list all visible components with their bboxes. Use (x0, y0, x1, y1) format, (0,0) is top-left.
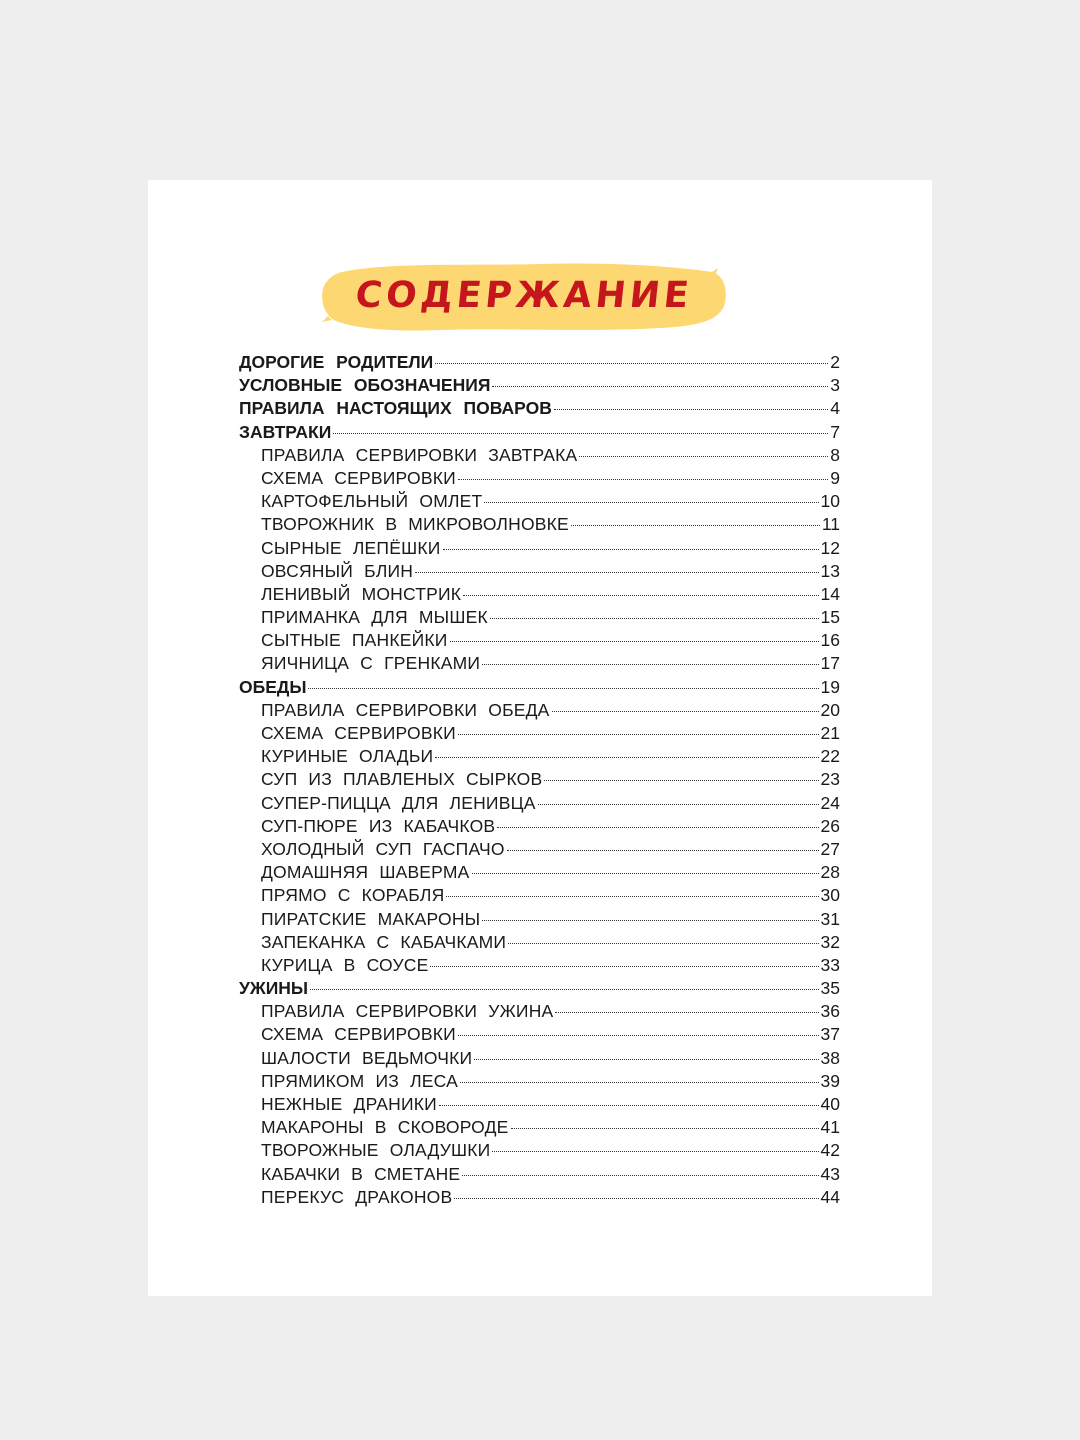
toc-entry-row (239, 584, 840, 607)
toc-page-number: 23 (820, 769, 840, 790)
title-banner (320, 258, 728, 334)
toc-page-number: 10 (820, 491, 840, 512)
toc-entry-label: СУП-ПЮРЕ ИЗ КАБАЧКОВ (261, 815, 496, 836)
toc-page-number: 27 (820, 838, 840, 859)
toc-entry-row (239, 793, 840, 816)
toc-entry-label: СУПЕР-ПИЦЦА ДЛЯ ЛЕНИВЦА (261, 792, 536, 813)
toc-page-number: 37 (820, 1024, 840, 1045)
toc-entry-label: ХОЛОДНЫЙ СУП ГАСПАЧО (261, 838, 505, 859)
toc-entry-label: ЛЕНИВЫЙ МОНСТРИК (261, 583, 462, 604)
toc-section-row (239, 422, 840, 445)
toc-page-number: 13 (820, 560, 840, 581)
toc-page-number: 26 (820, 815, 840, 836)
toc-page-number: 9 (830, 467, 840, 488)
toc-entry-label: СЫТНЫЕ ПАНКЕЙКИ (261, 630, 448, 651)
toc-entry-label: ПРЯМО С КОРАБЛЯ (261, 885, 445, 906)
toc-entry-row (239, 839, 840, 862)
dot-leader (435, 757, 818, 758)
toc-entry-row (239, 561, 840, 584)
toc-entry-row (239, 1117, 840, 1140)
toc-entry-label: ДОРОГИЕ РОДИТЕЛИ (239, 352, 434, 372)
toc-page-number: 3 (830, 375, 840, 396)
dot-leader (333, 433, 828, 434)
toc-entry-row (239, 468, 840, 491)
toc-section-row (239, 375, 840, 398)
toc-entry-row (239, 1164, 840, 1187)
toc-page-number: 11 (821, 514, 840, 535)
dot-leader (454, 1198, 818, 1199)
toc-page-number: 44 (820, 1186, 840, 1207)
dot-leader (443, 549, 819, 550)
dot-leader (458, 479, 828, 480)
toc-page-number: 15 (820, 607, 840, 628)
toc-entry-label: ДОМАШНЯЯ ШАВЕРМА (261, 862, 470, 883)
toc-entry-row (239, 1048, 840, 1071)
dot-leader (446, 896, 818, 897)
toc-page-number: 41 (820, 1117, 840, 1138)
dot-leader (463, 595, 818, 596)
book-page (148, 180, 932, 1296)
toc-entry-row (239, 653, 840, 676)
toc-entry-label: КАБАЧКИ В СМЕТАНЕ (261, 1163, 461, 1184)
toc-entry-label: СХЕМА СЕРВИРОВКИ (261, 467, 456, 488)
toc-entry-label: ПРЯМИКОМ ИЗ ЛЕСА (261, 1070, 459, 1091)
toc-page-number: 43 (820, 1163, 840, 1184)
toc-entry-row (239, 769, 840, 792)
toc-entry-label: КУРИНЫЕ ОЛАДЬИ (261, 746, 434, 767)
dot-leader (490, 618, 819, 619)
dot-leader (492, 1151, 818, 1152)
toc-entry-label: УСЛОВНЫЕ ОБОЗНАЧЕНИЯ (239, 375, 491, 396)
toc-entry-row (239, 607, 840, 630)
dot-leader (415, 572, 818, 573)
dot-leader (571, 525, 820, 526)
toc-entry-label: ПРИМАНКА ДЛЯ МЫШЕК (261, 607, 488, 628)
toc-page-number: 33 (820, 954, 840, 975)
toc-page-number: 31 (820, 908, 840, 929)
toc-page-number: 30 (820, 885, 840, 906)
toc-page-number: 14 (820, 583, 840, 604)
toc-page-number: 32 (820, 931, 840, 952)
toc-page-number: 4 (830, 398, 840, 419)
table-of-contents (239, 352, 840, 1210)
toc-page-number: 24 (820, 792, 840, 813)
dot-leader (458, 734, 819, 735)
toc-entry-row (239, 723, 840, 746)
toc-entry-row (239, 1094, 840, 1117)
toc-page-number: 19 (820, 676, 840, 697)
toc-page-number: 17 (820, 653, 840, 674)
dot-leader (508, 943, 818, 944)
toc-entry-row (239, 538, 840, 561)
dot-leader (497, 827, 818, 828)
dot-leader (482, 920, 818, 921)
toc-page-number: 36 (820, 1001, 840, 1022)
toc-entry-row (239, 1024, 840, 1047)
toc-page-number: 16 (820, 630, 840, 651)
toc-entry-label: ТВОРОЖНИК В МИКРОВОЛНОВКЕ (261, 514, 569, 535)
toc-entry-row (239, 1140, 840, 1163)
toc-section-row (239, 352, 840, 375)
toc-entry-row (239, 1071, 840, 1094)
dot-leader (552, 711, 819, 712)
toc-entry-row (239, 955, 840, 978)
toc-entry-label: КАРТОФЕЛЬНЫЙ ОМЛЕТ (261, 491, 483, 512)
toc-page-number: 22 (820, 746, 840, 767)
page-title: СОДЕРЖАНИЕ (353, 275, 695, 316)
toc-entry-row (239, 700, 840, 723)
toc-entry-row (239, 746, 840, 769)
dot-leader (544, 780, 818, 781)
dot-leader (310, 989, 818, 990)
dot-leader (555, 1012, 818, 1013)
toc-page-number: 40 (820, 1094, 840, 1114)
toc-entry-label: ПИРАТСКИЕ МАКАРОНЫ (261, 908, 481, 929)
toc-page-number: 12 (820, 537, 840, 558)
toc-entry-label: СУП ИЗ ПЛАВЛЕНЫХ СЫРКОВ (261, 769, 543, 790)
toc-entry-row (239, 630, 840, 653)
dot-leader (492, 386, 828, 387)
dot-leader (450, 641, 819, 642)
toc-entry-row (239, 514, 840, 537)
dot-leader (554, 409, 828, 410)
toc-page-number: 2 (830, 352, 840, 372)
toc-page-number: 38 (820, 1047, 840, 1068)
toc-entry-row (239, 445, 840, 468)
dot-leader (507, 850, 819, 851)
toc-entry-label: ЗАПЕКАНКА С КАБАЧКАМИ (261, 931, 507, 952)
toc-section-row (239, 677, 840, 700)
toc-entry-label: СХЕМА СЕРВИРОВКИ (261, 1024, 456, 1045)
toc-entry-row (239, 885, 840, 908)
toc-entry-label: ЗАВТРАКИ (239, 421, 332, 442)
toc-entry-label: ПЕРЕКУС ДРАКОНОВ (261, 1186, 453, 1207)
toc-page-number: 20 (820, 699, 840, 720)
toc-section-row (239, 978, 840, 1001)
dot-leader (458, 1035, 819, 1036)
toc-entry-row (239, 862, 840, 885)
toc-entry-label: УЖИНЫ (239, 978, 309, 999)
dot-leader (482, 664, 818, 665)
toc-entry-row (239, 491, 840, 514)
toc-page-number: 28 (820, 862, 840, 883)
toc-entry-label: ЯИЧНИЦА С ГРЕНКАМИ (261, 653, 481, 674)
dot-leader (439, 1105, 819, 1106)
toc-page-number: 35 (820, 978, 840, 999)
dot-leader (474, 1059, 818, 1060)
toc-entry-label: ПРАВИЛА СЕРВИРОВКИ ОБЕДА (261, 699, 550, 720)
dot-leader (308, 688, 818, 689)
toc-entry-label: ШАЛОСТИ ВЕДЬМОЧКИ (261, 1047, 473, 1068)
dot-leader (484, 502, 818, 503)
toc-page-number: 21 (820, 723, 840, 743)
dot-leader (430, 966, 818, 967)
dot-leader (538, 804, 819, 805)
toc-page-number: 42 (820, 1140, 840, 1161)
dot-leader (511, 1128, 819, 1129)
toc-entry-row (239, 816, 840, 839)
toc-entry-row (239, 1001, 840, 1024)
toc-entry-row (239, 932, 840, 955)
toc-section-row (239, 398, 840, 421)
toc-entry-label: ОВСЯНЫЙ БЛИН (261, 560, 414, 581)
toc-entry-label: ОБЕДЫ (239, 676, 307, 697)
dot-leader (472, 873, 819, 874)
toc-entry-label: СЫРНЫЕ ЛЕПЁШКИ (261, 537, 441, 558)
toc-entry-row (239, 909, 840, 932)
dot-leader (579, 456, 828, 457)
toc-entry-label: ПРАВИЛА НАСТОЯЩИХ ПОВАРОВ (239, 398, 552, 419)
toc-entry-label: ПРАВИЛА СЕРВИРОВКИ ЗАВТРАКА (261, 444, 578, 465)
toc-entry-label: ТВОРОЖНЫЕ ОЛАДУШКИ (261, 1140, 491, 1161)
toc-page-number: 7 (830, 421, 840, 442)
toc-entry-label: МАКАРОНЫ В СКОВОРОДЕ (261, 1117, 509, 1138)
dot-leader (435, 363, 828, 364)
toc-entry-label: КУРИЦА В СОУСЕ (261, 954, 429, 975)
toc-page-number: 39 (820, 1070, 840, 1091)
dot-leader (462, 1175, 818, 1176)
toc-entry-label: СХЕМА СЕРВИРОВКИ (261, 723, 456, 743)
dot-leader (460, 1082, 819, 1083)
toc-entry-label: НЕЖНЫЕ ДРАНИКИ (261, 1094, 437, 1114)
toc-entry-label: ПРАВИЛА СЕРВИРОВКИ УЖИНА (261, 1001, 554, 1022)
toc-entry-row (239, 1187, 840, 1210)
toc-page-number: 8 (830, 444, 840, 465)
